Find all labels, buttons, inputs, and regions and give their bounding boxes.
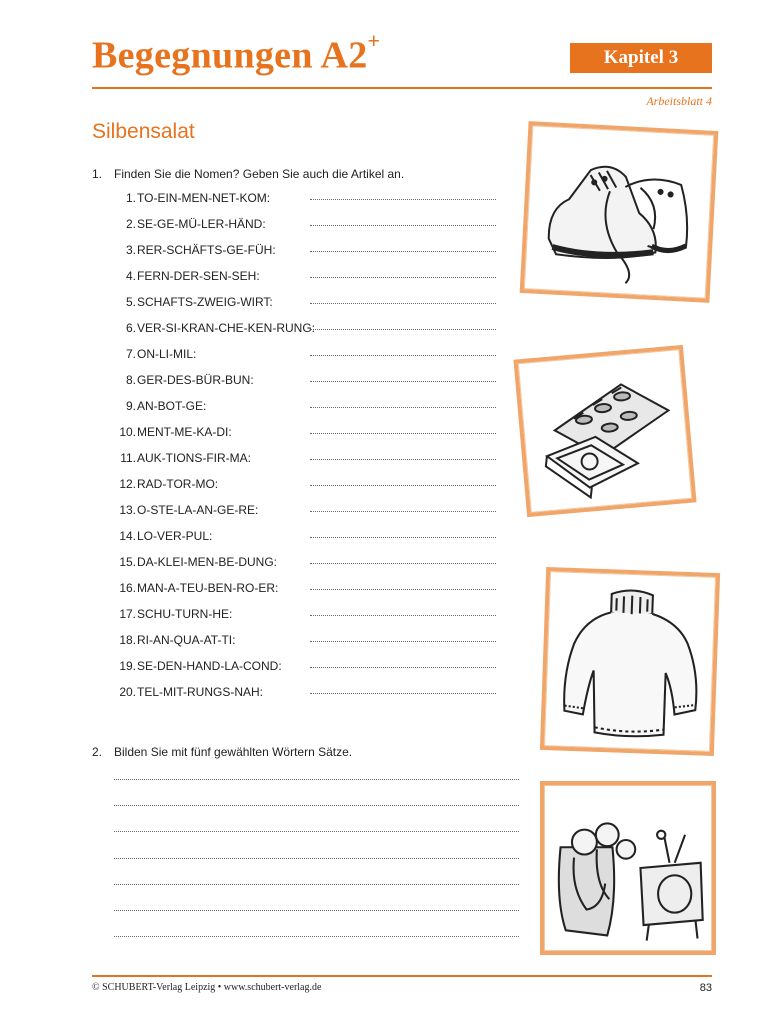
- exercise-item: [110, 425, 510, 451]
- exercise-item: [110, 217, 510, 243]
- answer-blank[interactable]: [310, 303, 496, 304]
- exercise-item: [110, 295, 510, 321]
- exercise-item: [110, 477, 510, 503]
- exercise-item: [110, 685, 510, 711]
- item-number: 8.: [125, 373, 136, 387]
- item-number: 9.: [125, 399, 136, 413]
- item-syllables: FERN-DER-SEN-SEH:: [137, 269, 260, 283]
- title-superscript: +: [367, 28, 381, 53]
- item-syllables: O-STE-LA-AN-GE-RE:: [137, 503, 259, 517]
- item-number: 14.: [119, 529, 136, 543]
- family-tv-drawing-icon: [544, 785, 712, 951]
- task2-number: 2.: [92, 745, 103, 759]
- title-text: Begegnungen A2: [92, 34, 368, 77]
- item-number: 1.: [125, 191, 136, 205]
- sentence-line[interactable]: [114, 805, 519, 831]
- item-syllables: DA-KLEI-MEN-BE-DUNG:: [137, 555, 278, 569]
- answer-blank[interactable]: [310, 355, 496, 356]
- item-syllables: MENT-ME-KA-DI:: [137, 425, 232, 439]
- exercise-item: [110, 373, 510, 399]
- item-number: 16.: [119, 581, 136, 595]
- section-title: Silbensalat: [92, 120, 195, 143]
- exercise-item: [110, 399, 510, 425]
- sentence-line[interactable]: [114, 936, 519, 962]
- workbook-title: [92, 28, 381, 77]
- item-number: 7.: [125, 347, 136, 361]
- sneakers-drawing-icon: [524, 125, 714, 298]
- exercise-item: [110, 659, 510, 685]
- sentence-line[interactable]: [114, 858, 519, 884]
- exercise-item: [110, 321, 510, 347]
- answer-blank[interactable]: [310, 511, 496, 512]
- task1-instruction: Finden Sie die Nomen? Geben Sie auch die Artikel an.: [114, 167, 405, 181]
- answer-lines: [114, 779, 519, 962]
- answer-blank[interactable]: [310, 485, 496, 486]
- item-syllables: TO-EIN-MEN-NET-KOM:: [137, 191, 271, 205]
- item-number: 5.: [125, 295, 136, 309]
- answer-blank[interactable]: [310, 667, 496, 668]
- task2-instruction: Bilden Sie mit fünf gewählten Wörtern Sätze.: [114, 745, 353, 759]
- item-syllables: GER-DES-BÜR-BUN:: [137, 373, 254, 387]
- item-syllables: SE-GE-MÜ-LER-HÄND:: [137, 217, 266, 231]
- answer-blank[interactable]: [310, 459, 496, 460]
- item-number: 11.: [120, 451, 136, 465]
- chocolate-drawing-icon: [518, 349, 692, 513]
- answer-blank[interactable]: [310, 589, 496, 590]
- footer-rule: [92, 975, 712, 977]
- item-number: 12.: [119, 477, 136, 491]
- exercise-item: [110, 529, 510, 555]
- answer-blank[interactable]: [310, 225, 496, 226]
- item-syllables: SCHAFTS-ZWEIG-WIRT:: [137, 295, 273, 309]
- exercise-item: [110, 191, 510, 217]
- item-syllables: VER-SI-KRAN-CHE-KEN-RUNG:: [137, 321, 316, 335]
- exercise-item: [110, 347, 510, 373]
- item-number: 20.: [119, 685, 136, 699]
- item-syllables: SE-DEN-HAND-LA-COND:: [137, 659, 282, 673]
- item-syllables: RER-SCHÄFTS-GE-FÜH:: [137, 243, 276, 257]
- item-number: 4.: [125, 269, 136, 283]
- exercise-item: [110, 243, 510, 269]
- chocolate-illustration: [513, 345, 696, 517]
- exercise-item: [110, 269, 510, 295]
- page-number: 83: [699, 982, 712, 994]
- item-number: 2.: [125, 217, 136, 231]
- item-syllables: RI-AN-QUA-AT-TI:: [137, 633, 236, 647]
- exercise-item: [110, 555, 510, 581]
- answer-blank[interactable]: [310, 407, 496, 408]
- answer-blank[interactable]: [310, 641, 496, 642]
- item-number: 17.: [119, 607, 136, 621]
- header-rule: [92, 87, 712, 89]
- item-syllables: RAD-TOR-MO:: [137, 477, 219, 491]
- item-syllables: SCHU-TURN-HE:: [137, 607, 233, 621]
- exercise-item: [110, 581, 510, 607]
- task1-number: 1.: [92, 167, 103, 181]
- item-number: 18.: [119, 633, 136, 647]
- sentence-line[interactable]: [114, 910, 519, 936]
- exercise-item: [110, 451, 510, 477]
- answer-blank[interactable]: [310, 199, 496, 200]
- item-number: 15.: [119, 555, 136, 569]
- sentence-line[interactable]: [114, 779, 519, 805]
- answer-blank[interactable]: [310, 381, 496, 382]
- exercise-item: [110, 503, 510, 529]
- chapter-badge: Kapitel 3: [570, 43, 712, 73]
- family-tv-illustration: [540, 781, 716, 955]
- item-number: 19.: [119, 659, 136, 673]
- sneakers-illustration: [520, 121, 719, 303]
- exercise-list: [110, 191, 510, 711]
- sentence-line[interactable]: [114, 884, 519, 910]
- exercise-item: [110, 633, 510, 659]
- item-number: 6.: [125, 321, 136, 335]
- sweater-illustration: [540, 567, 720, 756]
- publisher-credit: © SCHUBERT-Verlag Leipzig • www.schubert-verlag.de: [92, 982, 322, 993]
- item-syllables: MAN-A-TEU-BEN-RO-ER:: [137, 581, 279, 595]
- sentence-line[interactable]: [114, 831, 519, 857]
- answer-blank[interactable]: [310, 329, 496, 330]
- item-syllables: AN-BOT-GE:: [137, 399, 207, 413]
- item-number: 3.: [125, 243, 136, 257]
- answer-blank[interactable]: [310, 615, 496, 616]
- answer-blank[interactable]: [310, 277, 496, 278]
- answer-blank[interactable]: [310, 563, 496, 564]
- exercise-item: [110, 607, 510, 633]
- answer-blank[interactable]: [310, 537, 496, 538]
- item-number: 10.: [119, 425, 136, 439]
- sweater-drawing-icon: [544, 571, 716, 752]
- item-syllables: AUK-TIONS-FIR-MA:: [137, 451, 251, 465]
- item-syllables: ON-LI-MIL:: [137, 347, 197, 361]
- item-syllables: TEL-MIT-RUNGS-NAH:: [137, 685, 263, 699]
- answer-blank[interactable]: [310, 693, 496, 694]
- answer-blank[interactable]: [310, 433, 496, 434]
- answer-blank[interactable]: [310, 251, 496, 252]
- item-number: 13.: [119, 503, 136, 517]
- worksheet-label: Arbeitsblatt 4: [646, 94, 712, 108]
- item-syllables: LO-VER-PUL:: [137, 529, 213, 543]
